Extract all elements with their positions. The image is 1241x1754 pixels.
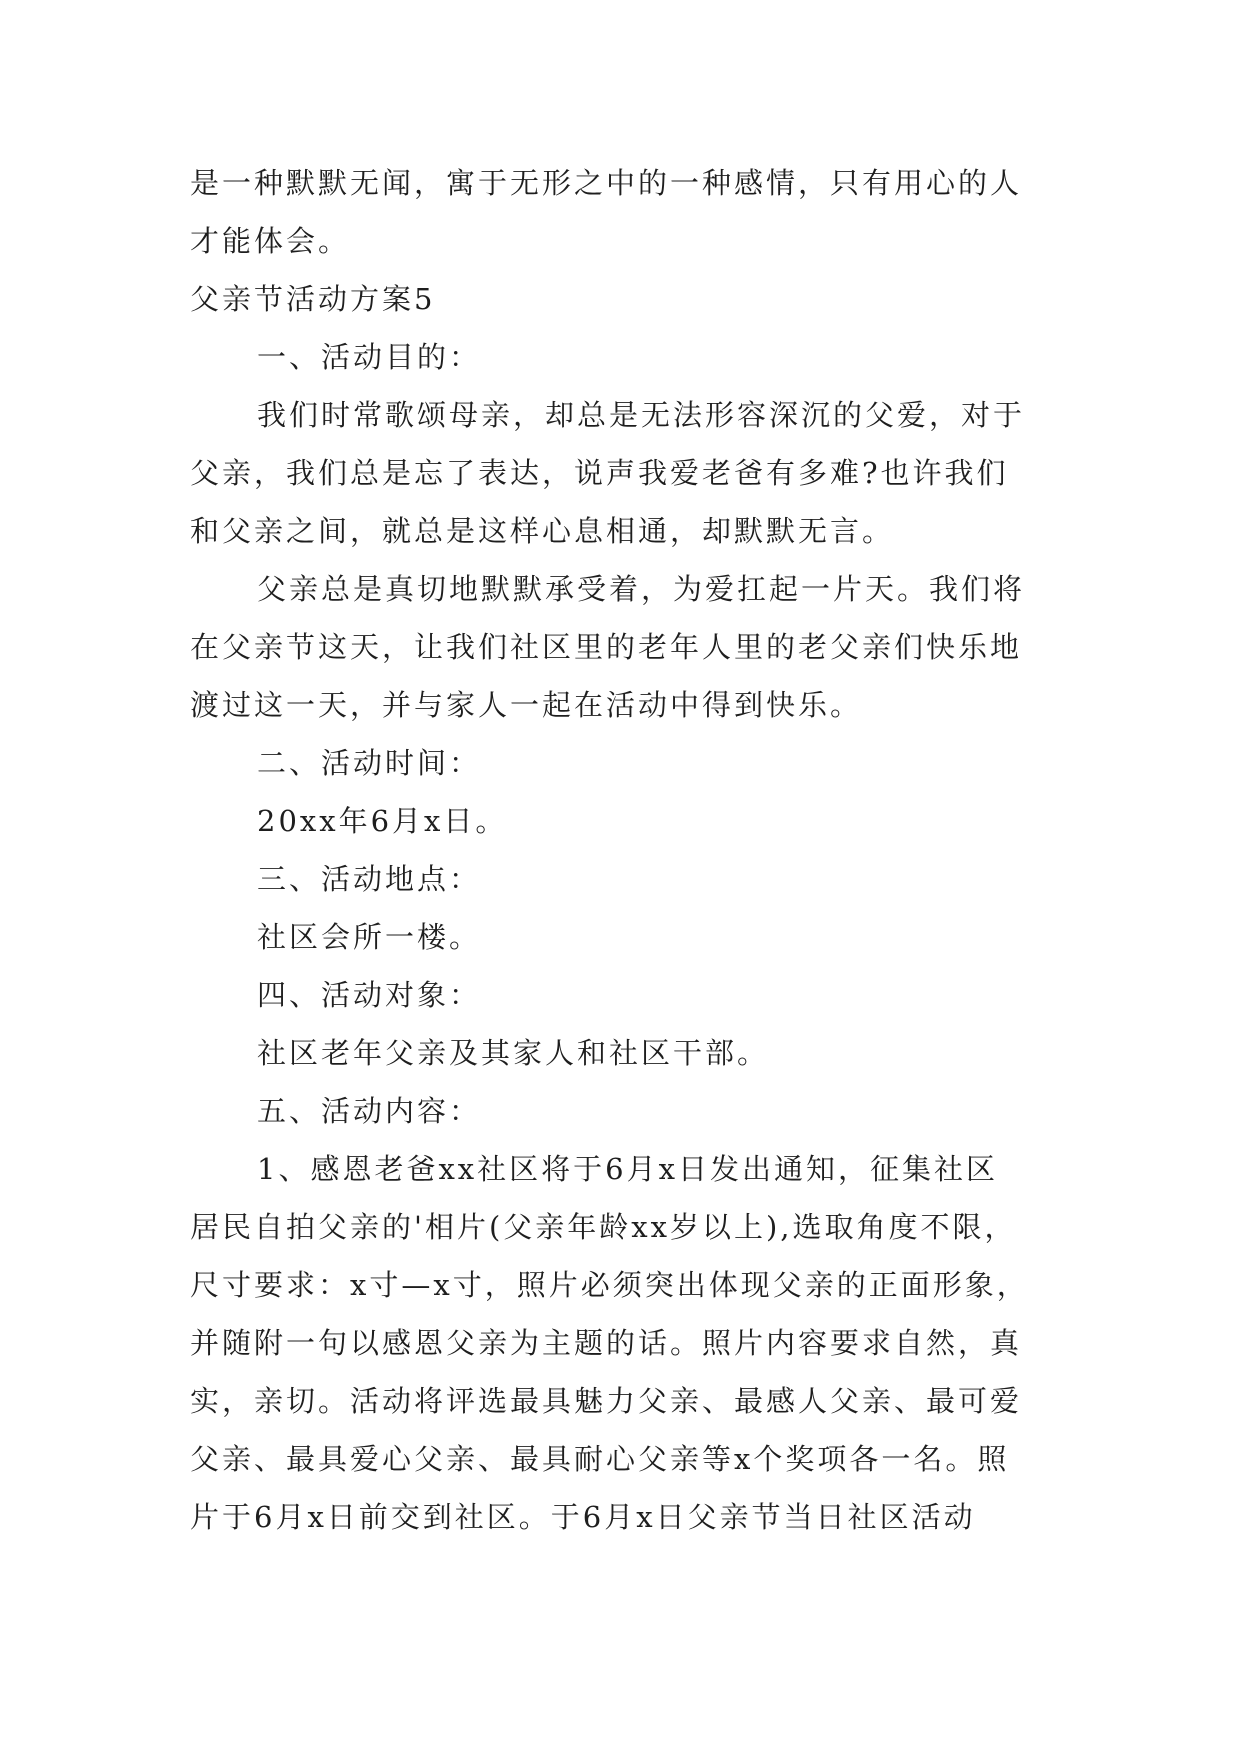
heading-audience: 四、活动对象： [257, 978, 482, 1012]
paragraph-line: 父亲，我们总是忘了表达，说声我爱老爸有多难?也许我们 [190, 456, 1009, 490]
document-page [190, 154, 1060, 1546]
paragraph-line: 社区会所一楼。 [257, 920, 482, 954]
paragraph-line: 并随附一句以感恩父亲为主题的话。照片内容要求自然，真 [190, 1326, 1023, 1360]
paragraph-line: 社区老年父亲及其家人和社区干部。 [257, 1036, 770, 1070]
paragraph-line: 渡过这一天，并与家人一起在活动中得到快乐。 [190, 688, 863, 722]
heading-content: 五、活动内容： [257, 1094, 482, 1128]
heading-time: 二、活动时间： [257, 746, 482, 780]
paragraph-line: 1、感恩老爸xx社区将于6月x日发出通知，征集社区 [257, 1152, 998, 1186]
paragraph-line: 是一种默默无闻，寓于无形之中的一种感情，只有用心的人 [190, 166, 1023, 200]
heading-location: 三、活动地点： [257, 862, 482, 896]
section-title: 父亲节活动方案5 [190, 282, 436, 316]
paragraph-line: 才能体会。 [190, 224, 351, 258]
paragraph-line: 20xx年6月x日。 [257, 804, 508, 838]
paragraph-line: 父亲总是真切地默默承受着，为爱扛起一片天。我们将 [257, 572, 1026, 606]
paragraph-line: 片于6月x日前交到社区。于6月x日父亲节当日社区活动 [190, 1500, 976, 1534]
paragraph-line: 我们时常歌颂母亲，却总是无法形容深沉的父爱，对于 [257, 398, 1026, 432]
heading-purpose: 一、活动目的： [257, 340, 482, 374]
paragraph-line: 父亲、最具爱心父亲、最具耐心父亲等x个奖项各一名。照 [190, 1442, 1010, 1476]
paragraph-line: 实，亲切。活动将评选最具魅力父亲、最感人父亲、最可爱 [190, 1384, 1023, 1418]
paragraph-line: 居民自拍父亲的'相片(父亲年龄xx岁以上),选取角度不限， [190, 1210, 1017, 1244]
paragraph-line: 在父亲节这天，让我们社区里的老年人里的老父亲们快乐地 [190, 630, 1023, 664]
paragraph-line: 和父亲之间，就总是这样心息相通，却默默无言。 [190, 514, 895, 548]
paragraph-line: 尺寸要求：x寸—x寸，照片必须突出体现父亲的正面形象， [190, 1268, 1029, 1302]
